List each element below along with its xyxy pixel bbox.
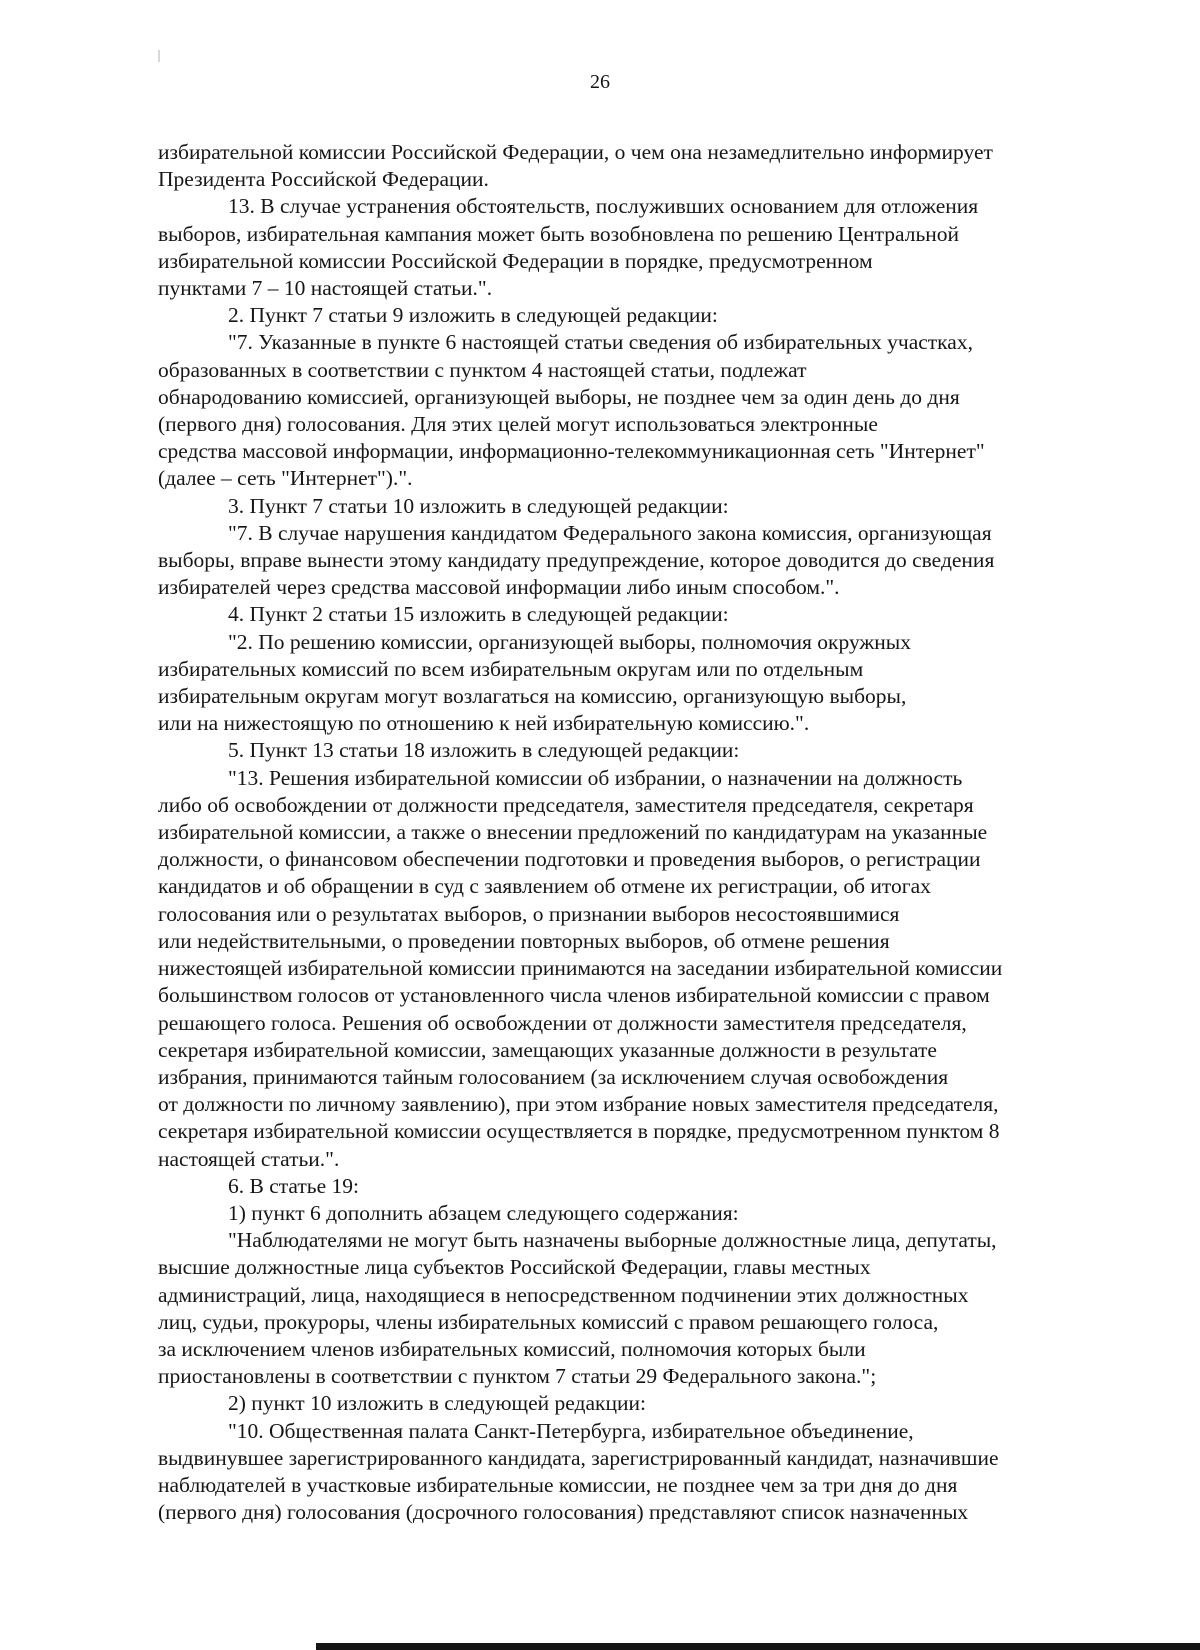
scan-mark bbox=[158, 50, 160, 62]
page-number: 26 bbox=[590, 71, 610, 93]
paragraph: "2. По решению комиссии, организующей выборы, полномочия окружных избирательных комиссий по всем избирательным округам или по отдельным избирательным округам могут возлагаться на комиссию, организующую выборы, или на нижестоящую по отношению к ней избирательную комиссию.". bbox=[158, 629, 911, 736]
scan-bottom-edge bbox=[316, 1643, 1200, 1650]
paragraph: "7. Указанные в пункте 6 настоящей статьи сведения об избирательных участках, образованных в соответствии с пунктом 4 настоящей статьи, подлежат обнародованию комиссией, организующей выборы, не позднее чем за один день до дня (первого дня) голосования. Для этих целей могут использоваться электронные средства массовой информации, информационно-телекоммуникационная сеть "Интернет" (далее – сеть "Интернет").". bbox=[158, 330, 985, 491]
paragraph: 2) пункт 10 изложить в следующей редакции: bbox=[228, 1391, 646, 1416]
paragraph: "10. Общественная палата Санкт-Петербурга, избирательное объединение, выдвинувшее зарегистрированного кандидата, зарегистрированный кандидат, назначившие наблюдателей в участковые избирательные комиссии, не позднее чем за три дня до дня (первого дня) голосования (досрочного голосования) представляют список назначенных bbox=[158, 1418, 999, 1525]
paragraph: "7. В случае нарушения кандидатом Федерального закона комиссия, организующая выборы, вправе вынести этому кандидату предупреждение, которое доводится до сведения избирателей через средства массовой информации либо иным способом.". bbox=[158, 520, 995, 600]
paragraph: "Наблюдателями не могут быть назначены выборные должностные лица, депутаты, высшие должностные лица субъектов Российской Федерации, главы местных администраций, лица, находящиеся в непосредственном подчинении этих должностных лиц, судьи, прокуроры, члены избирательных комиссий с правом решающего голоса, за исключением членов избирательных комиссий, полномочия которых были приостановлены в соответствии с пунктом 7 статьи 29 Федерального закона."; bbox=[158, 1228, 997, 1389]
document-body bbox=[158, 139, 1120, 1526]
paragraph: 5. Пункт 13 статьи 18 изложить в следующей редакции: bbox=[228, 738, 740, 763]
paragraph: 2. Пункт 7 статьи 9 изложить в следующей редакции: bbox=[228, 303, 718, 328]
paragraph: 3. Пункт 7 статьи 10 изложить в следующей редакции: bbox=[228, 493, 729, 518]
paragraph: 1) пункт 6 дополнить абзацем следующего содержания: bbox=[228, 1200, 739, 1225]
paragraph: избирательной комиссии Российской Федерации, о чем она незамедлительно информирует Президента Российской Федерации. bbox=[158, 140, 993, 192]
paragraph: 6. В статье 19: bbox=[228, 1173, 359, 1198]
paragraph: 4. Пункт 2 статьи 15 изложить в следующей редакции: bbox=[228, 602, 729, 627]
paragraph: 13. В случае устранения обстоятельств, послуживших основанием для отложения выборов, избирательная кампания может быть возобновлена по решению Центральной избирательной комиссии Российской Федерации в порядке, предусмотренном пунктами 7 – 10 настоящей статьи.". bbox=[158, 194, 979, 301]
paragraph: "13. Решения избирательной комиссии об избрании, о назначении на должность либо об освобождении от должности председателя, заместителя председателя, секретаря избирательной комиссии, а также о внесении предложений по кандидатурам на указанные должности, о финансовом обеспечении подготовки и проведения выборов, о регистрации кандидатов и об обращении в суд с заявлением об отмене их регистрации, об итогах голосования или о результатах выборов, о признании выборов несостоявшимися или недействительными, о проведении повторных выборов, об отмене решения нижестоящей избирательной комиссии принимаются на заседании избирательной комиссии большинством голосов от установленного числа членов избирательной комиссии с правом решающего голоса. Решения об освобождении от должности заместителя председателя, секретаря избирательной комиссии, замещающих указанные должности в результате избрания, принимаются тайным голосованием (за исключением случая освобождения от должности по личному заявлению), при этом избрание новых заместителя председателя, секретаря избирательной комиссии осуществляется в порядке, предусмотренном пунктом 8 настоящей статьи.". bbox=[158, 765, 1003, 1171]
